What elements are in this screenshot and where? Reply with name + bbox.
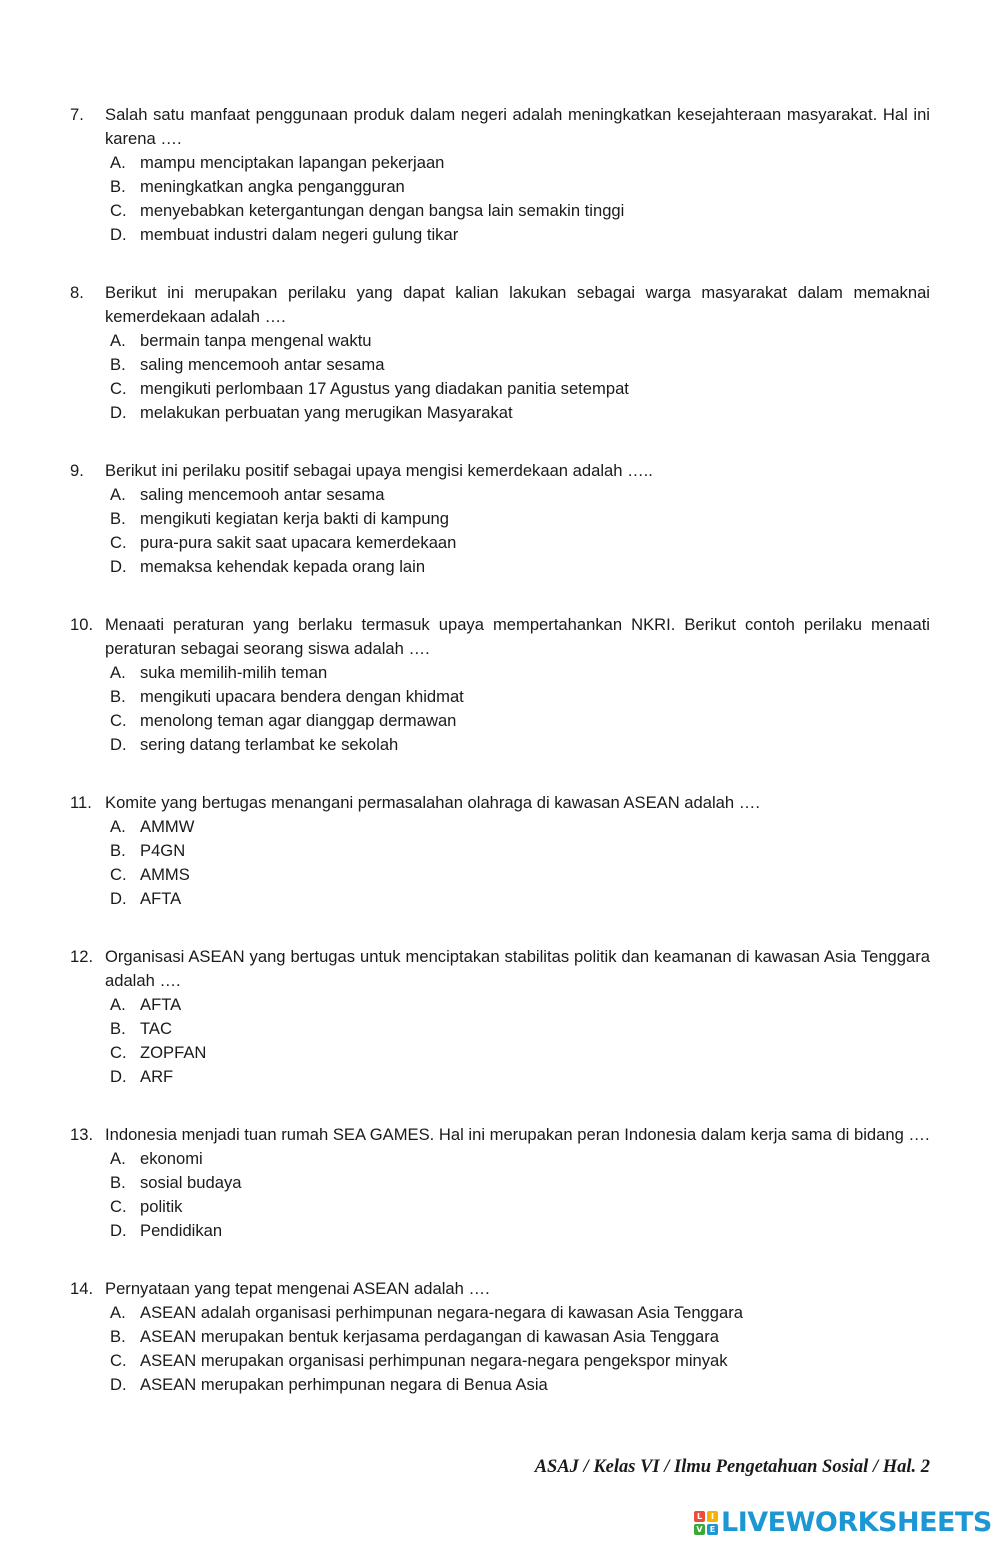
question-number: 14. (70, 1279, 94, 1298)
option-letter: B. (110, 687, 126, 706)
logo-cell: V (694, 1524, 705, 1535)
option-text: ASEAN merupakan organisasi perhimpunan negara-negara pengekspor minyak (140, 1351, 728, 1370)
option-letter: C. (110, 201, 127, 220)
question-text: Indonesia menjadi tuan rumah SEA GAMES. Hal ini merupakan peran Indonesia dalam kerja sama di bidang …. (105, 1125, 930, 1144)
answer-option[interactable] (110, 377, 930, 401)
answer-option[interactable] (110, 353, 930, 377)
question-text: Berikut ini perilaku positif sebagai upaya mengisi kemerdekaan adalah ….. (105, 461, 653, 480)
question-stem (70, 281, 930, 329)
option-letter: A. (110, 1149, 126, 1168)
option-text: melakukan perbuatan yang merugikan Masyarakat (140, 403, 513, 422)
question-text: Pernyataan yang tepat mengenai ASEAN adalah …. (105, 1279, 490, 1298)
answer-option[interactable] (110, 199, 930, 223)
option-letter: D. (110, 1221, 127, 1240)
option-letter: A. (110, 995, 126, 1014)
option-letter: A. (110, 817, 126, 836)
option-letter: C. (110, 1351, 127, 1370)
question-stem (70, 613, 930, 661)
option-letter: A. (110, 153, 126, 172)
question-stem (70, 1277, 930, 1301)
option-letter: D. (110, 403, 127, 422)
answer-options (70, 661, 930, 757)
answer-options (70, 483, 930, 579)
answer-option[interactable] (110, 685, 930, 709)
liveworksheets-brand[interactable] (694, 1508, 992, 1538)
option-text: ASEAN adalah organisasi perhimpunan negara-negara di kawasan Asia Tenggara (140, 1303, 743, 1322)
answer-option[interactable] (110, 555, 930, 579)
option-letter: B. (110, 1327, 126, 1346)
option-letter: B. (110, 509, 126, 528)
option-text: mengikuti kegiatan kerja bakti di kampung (140, 509, 450, 528)
question-number: 12. (70, 947, 94, 966)
option-text: Pendidikan (140, 1221, 223, 1240)
option-text: meningkatkan angka pengangguran (140, 177, 405, 196)
question-stem (70, 945, 930, 993)
option-letter: B. (110, 841, 126, 860)
answer-option[interactable] (110, 223, 930, 247)
option-text: sosial budaya (140, 1173, 242, 1192)
option-text: memaksa kehendak kepada orang lain (140, 557, 426, 576)
option-text: sering datang terlambat ke sekolah (140, 735, 399, 754)
option-letter: C. (110, 379, 127, 398)
logo-cell: L (694, 1511, 705, 1522)
answer-option[interactable] (110, 175, 930, 199)
option-text: AFTA (140, 995, 182, 1014)
answer-options (70, 815, 930, 911)
question-item (70, 103, 930, 247)
answer-option[interactable] (110, 531, 930, 555)
option-text: TAC (140, 1019, 172, 1038)
option-letter: A. (110, 331, 126, 350)
option-letter: C. (110, 1197, 127, 1216)
answer-option[interactable] (110, 1147, 930, 1171)
option-letter: C. (110, 711, 127, 730)
question-text: Menaati peraturan yang berlaku termasuk upaya mempertahankan NKRI. Berikut contoh perilaku menaati peraturan sebagai seorang siswa adalah …. (105, 615, 930, 658)
answer-option[interactable] (110, 1171, 930, 1195)
answer-option[interactable] (110, 1325, 930, 1349)
option-letter: C. (110, 1043, 127, 1062)
option-text: saling mencemooh antar sesama (140, 485, 385, 504)
option-letter: A. (110, 663, 126, 682)
question-number: 13. (70, 1125, 94, 1144)
option-text: menyebabkan ketergantungan dengan bangsa lain semakin tinggi (140, 201, 625, 220)
question-text: Berikut ini merupakan perilaku yang dapat kalian lakukan sebagai warga masyarakat dalam memaknai kemerdekaan adalah …. (105, 283, 930, 326)
option-text: politik (140, 1197, 183, 1216)
option-text: ekonomi (140, 1149, 203, 1168)
option-letter: A. (110, 1303, 126, 1322)
answer-option[interactable] (110, 1065, 930, 1089)
option-text: menolong teman agar dianggap dermawan (140, 711, 457, 730)
answer-options (70, 329, 930, 425)
option-text: AMMW (140, 817, 195, 836)
question-stem (70, 103, 930, 151)
option-text: ASEAN merupakan perhimpunan negara di Benua Asia (140, 1375, 548, 1394)
page-footer: ASAJ / Kelas VI / Ilmu Pengetahuan Sosial / Hal. 2 (534, 1457, 930, 1477)
answer-option[interactable] (110, 733, 930, 757)
question-text: Organisasi ASEAN yang bertugas untuk menciptakan stabilitas politik dan keamanan di kawasan Asia Tenggara adalah …. (105, 947, 930, 990)
question-text: Komite yang bertugas menangani permasalahan olahraga di kawasan ASEAN adalah …. (105, 793, 760, 812)
answer-option[interactable] (110, 507, 930, 531)
answer-option[interactable] (110, 1041, 930, 1065)
option-letter: D. (110, 735, 127, 754)
question-number: 8. (70, 283, 84, 302)
answer-option[interactable] (110, 661, 930, 685)
question-stem (70, 459, 930, 483)
answer-options (70, 1301, 930, 1397)
option-letter: D. (110, 1067, 127, 1086)
question-item (70, 1277, 930, 1397)
option-text: ASEAN merupakan bentuk kerjasama perdagangan di kawasan Asia Tenggara (140, 1327, 719, 1346)
logo-cell: E (707, 1524, 718, 1535)
answer-option[interactable] (110, 151, 930, 175)
option-text: mengikuti perlombaan 17 Agustus yang diadakan panitia setempat (140, 379, 629, 398)
liveworksheets-logo-icon (694, 1511, 718, 1535)
answer-option[interactable] (110, 1301, 930, 1325)
option-text: mengikuti upacara bendera dengan khidmat (140, 687, 464, 706)
option-letter: B. (110, 1173, 126, 1192)
question-item (70, 281, 930, 425)
answer-option[interactable] (110, 863, 930, 887)
answer-option[interactable] (110, 1349, 930, 1373)
answer-options (70, 993, 930, 1089)
option-text: membuat industri dalam negeri gulung tikar (140, 225, 459, 244)
brand-name: LIVEWORKSHEETS (721, 1507, 992, 1538)
option-letter: D. (110, 1375, 127, 1394)
option-letter: D. (110, 557, 127, 576)
answer-option[interactable] (110, 887, 930, 911)
option-text: ZOPFAN (140, 1043, 207, 1062)
option-letter: C. (110, 865, 127, 884)
option-text: suka memilih-milih teman (140, 663, 328, 682)
answer-option[interactable] (110, 401, 930, 425)
question-item (70, 945, 930, 1089)
answer-option[interactable] (110, 1195, 930, 1219)
question-stem (70, 1123, 930, 1147)
option-letter: A. (110, 485, 126, 504)
option-letter: B. (110, 177, 126, 196)
answer-option[interactable] (110, 815, 930, 839)
question-item (70, 791, 930, 911)
answer-option[interactable] (110, 483, 930, 507)
option-text: saling mencemooh antar sesama (140, 355, 385, 374)
question-item (70, 613, 930, 757)
answer-option[interactable] (110, 993, 930, 1017)
question-stem (70, 791, 930, 815)
option-text: bermain tanpa mengenal waktu (140, 331, 372, 350)
answer-option[interactable] (110, 1219, 930, 1243)
option-letter: B. (110, 1019, 126, 1038)
option-text: AFTA (140, 889, 182, 908)
answer-options (70, 151, 930, 247)
option-text: pura-pura sakit saat upacara kemerdekaan (140, 533, 457, 552)
logo-cell: I (707, 1511, 718, 1522)
answer-option[interactable] (110, 709, 930, 733)
question-number: 7. (70, 105, 84, 124)
question-item (70, 1123, 930, 1243)
option-text: ARF (140, 1067, 174, 1086)
option-text: P4GN (140, 841, 186, 860)
question-item (70, 459, 930, 579)
option-letter: D. (110, 889, 127, 908)
answer-option[interactable] (110, 839, 930, 863)
option-letter: C. (110, 533, 127, 552)
question-number: 11. (70, 793, 92, 812)
option-text: mampu menciptakan lapangan pekerjaan (140, 153, 445, 172)
question-number: 10. (70, 615, 94, 634)
answer-option[interactable] (110, 1017, 930, 1041)
option-letter: D. (110, 225, 127, 244)
question-number: 9. (70, 461, 84, 480)
option-letter: B. (110, 355, 126, 374)
answer-option[interactable] (110, 329, 930, 353)
answer-options (70, 1147, 930, 1243)
question-text: Salah satu manfaat penggunaan produk dalam negeri adalah meningkatkan kesejahteraan masyarakat. Hal ini karena …. (105, 105, 930, 148)
option-text: AMMS (140, 865, 190, 884)
question-list (70, 103, 930, 1431)
answer-option[interactable] (110, 1373, 930, 1397)
